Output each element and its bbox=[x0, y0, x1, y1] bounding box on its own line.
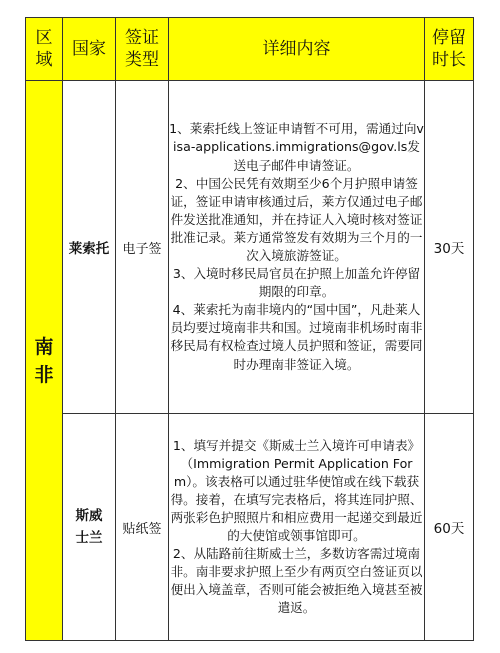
header-visa-type bbox=[116, 18, 169, 81]
header-details-text: 详细内容 bbox=[262, 39, 331, 59]
stay-cell bbox=[425, 414, 474, 641]
header-row bbox=[26, 18, 474, 81]
detail-paragraph: 1、填写并提交《斯威士兰入境许可申请表》（Immigration Permit Application Form）。该表格可以通过驻华使馆或在线下载获得。接着，在填写完表格后，将其连同护照、两张彩色护照照片和相应费用一起递交到最近的大使馆或领事馆即可。 bbox=[170, 437, 423, 543]
header-stay-text: 停留 时长 bbox=[432, 28, 466, 70]
stay-text: 30天 bbox=[433, 241, 465, 257]
detail-paragraph: 4、莱索托为南非境内的“国中国”，凡赴莱人员均要过境南非共和国。过境南非机场时南非移民局有权检查过境人员护照和签证，需要同时办理南非签证入境。 bbox=[170, 302, 423, 372]
detail-paragraph: 2、中国公民凭有效期至少6个月护照申请签证，签证申请审核通过后，莱方仅通过电子邮件发送批准通知，并在持证人入境时核对签证批准记录。莱方通常签发有效期为三个月的一次入境旅游签证。 bbox=[170, 175, 423, 263]
detail-paragraph: 3、入境时移民局官员在护照上加盖允许停留期限的印章。 bbox=[172, 266, 421, 300]
details-cell bbox=[169, 81, 425, 414]
header-details bbox=[169, 18, 425, 81]
country-cell bbox=[63, 81, 116, 414]
detail-paragraph: 1、莱索托线上签证申请暂不可用，需通过向visa-applications.immigrations@gov.ls发送电子邮件申请签证。 bbox=[169, 121, 424, 173]
visa-table bbox=[25, 17, 474, 641]
stay-text: 60天 bbox=[433, 521, 465, 537]
header-region bbox=[26, 18, 63, 81]
stay-cell bbox=[425, 81, 474, 414]
country-text: 莱索托 bbox=[68, 241, 110, 257]
details-cell bbox=[169, 414, 425, 641]
detail-paragraph: 2、从陆路前往斯威士兰，多数访客需过境南非。南非要求护照上至少有两页空白签证页以便出入境盖章，否则可能会被拒绝入境甚至被遣返。 bbox=[170, 546, 423, 616]
region-cell bbox=[26, 81, 63, 641]
header-region-text: 区 域 bbox=[35, 28, 53, 70]
table-row bbox=[26, 81, 474, 414]
visa-type-cell bbox=[116, 414, 169, 641]
header-stay bbox=[425, 18, 474, 81]
visa-type-text: 贴纸签 bbox=[122, 521, 162, 537]
table-row bbox=[26, 414, 474, 641]
header-country bbox=[63, 18, 116, 81]
header-country-text: 国家 bbox=[72, 39, 106, 59]
visa-type-cell bbox=[116, 81, 169, 414]
visa-type-text: 电子签 bbox=[122, 241, 162, 257]
country-cell bbox=[63, 414, 116, 641]
header-visa-type-text: 签证 类型 bbox=[125, 28, 159, 70]
region-text: 南 非 bbox=[34, 335, 54, 386]
country-text: 斯威 士兰 bbox=[75, 508, 103, 546]
